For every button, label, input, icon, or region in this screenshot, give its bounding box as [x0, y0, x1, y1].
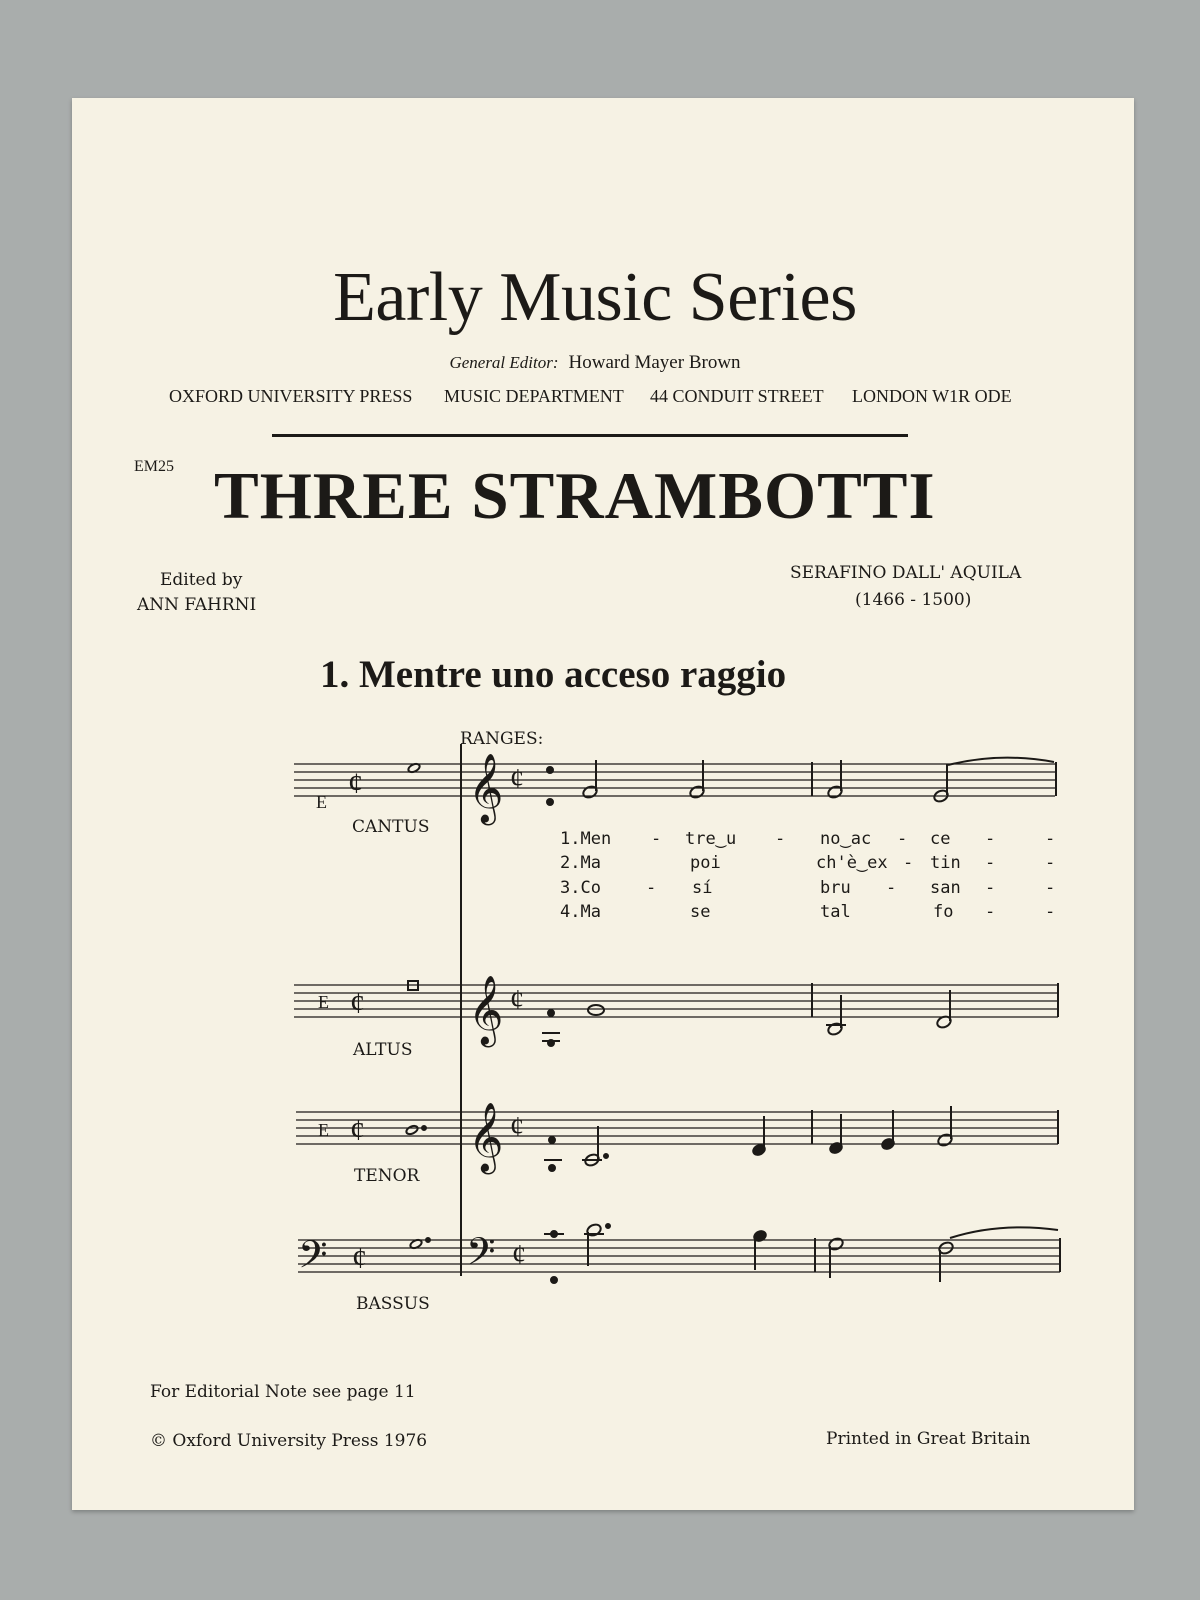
bass-clef-icon: 𝄢: [466, 1231, 496, 1282]
general-editor-label: General Editor:: [449, 353, 559, 372]
voice-label-cantus: CANTUS: [352, 817, 430, 837]
lyric-syllable: san: [930, 878, 961, 898]
lyric-syllable: 1.Men: [560, 829, 612, 849]
bass-clef-icon: 𝄢: [298, 1234, 328, 1285]
lyric-syllable: 2.Ma: [560, 853, 601, 873]
lyric-syllable: -: [651, 829, 662, 849]
voice-label-tenor: TENOR: [354, 1166, 420, 1186]
copyright-notice: © Oxford University Press 1976: [150, 1431, 428, 1451]
treble-clef-icon: 𝄞: [468, 755, 504, 821]
lyric-syllable: -: [1045, 853, 1056, 873]
publisher-department: MUSIC DEPARTMENT: [444, 386, 624, 406]
lyric-syllable: bru: [820, 878, 851, 898]
lyric-syllable: tre‿u: [685, 829, 737, 849]
cut-time-icon: ¢: [352, 1242, 367, 1275]
lyric-syllable: -: [775, 829, 786, 849]
piece-title: 1. Mentre uno acceso raggio: [320, 653, 787, 696]
cut-time-icon: ¢: [348, 767, 363, 800]
lyric-syllable: no‿ac: [820, 829, 872, 849]
lyric-syllable: ch'è‿ex: [816, 853, 888, 873]
lyric-syllable: tin: [930, 853, 961, 873]
tenor-notes: [318, 1103, 953, 1174]
work-title: THREE STRAMBOTTI: [214, 459, 936, 533]
publisher-street: 44 CONDUIT STREET: [650, 386, 824, 406]
general-editor-name: Howard Mayer Brown: [568, 352, 741, 373]
altus-notes: [318, 976, 952, 1047]
publisher-name: OXFORD UNIVERSITY PRESS: [169, 386, 413, 406]
lyric-syllable: -: [886, 878, 897, 898]
lyric-syllable: tal: [820, 902, 851, 922]
cantus-notes: [316, 754, 1054, 825]
lyric-syllable: 4.Ma: [560, 902, 601, 922]
catalog-number: EM25: [134, 458, 174, 475]
lyric-syllable: se: [690, 902, 711, 922]
lyric-syllable: -: [1045, 878, 1056, 898]
editor-name: ANN FAHRNI: [137, 595, 257, 615]
c-clef-icon: E: [318, 992, 329, 1012]
lyric-syllable: -: [985, 853, 996, 873]
voice-label-altus: ALTUS: [353, 1040, 413, 1060]
cut-time-icon: ¢: [510, 1112, 524, 1143]
lyric-syllable: -: [903, 853, 914, 873]
lyric-syllable: -: [1045, 902, 1056, 922]
voice-label-bassus: BASSUS: [356, 1294, 430, 1314]
lyric-syllable: -: [1045, 829, 1056, 849]
printed-in: Printed in Great Britain: [826, 1429, 1031, 1449]
cut-time-icon: ¢: [510, 985, 524, 1016]
composer-name: SERAFINO DALL' AQUILA: [790, 563, 1022, 583]
editorial-note: For Editorial Note see page 11: [150, 1382, 416, 1402]
cut-time-icon: ¢: [350, 987, 365, 1020]
series-title: Early Music Series: [333, 259, 857, 336]
lyric-syllable: -: [897, 829, 908, 849]
treble-clef-icon: 𝄞: [468, 977, 504, 1043]
cut-time-icon: ¢: [512, 1240, 526, 1271]
cut-time-icon: ¢: [350, 1114, 365, 1147]
cut-time-icon: ¢: [510, 764, 524, 795]
lyric-syllable: -: [985, 829, 996, 849]
lyric-syllable: -: [646, 878, 657, 898]
lyric-syllable: -: [985, 878, 996, 898]
c-clef-icon: E: [318, 1120, 329, 1140]
treble-clef-icon: 𝄞: [468, 1104, 504, 1170]
lyric-syllable: poi: [690, 853, 721, 873]
lyric-syllable: ce: [930, 829, 951, 849]
c-clef-icon: E: [316, 792, 327, 812]
lyric-syllable: sí: [692, 878, 713, 898]
lyric-syllable: 3.Co: [560, 878, 601, 898]
publisher-city: LONDON W1R ODE: [852, 386, 1012, 406]
lyric-syllable: -: [985, 902, 996, 922]
bassus-notes: [298, 1223, 1058, 1285]
composer-dates: (1466 - 1500): [855, 590, 972, 610]
lyric-syllable: fo: [933, 902, 954, 922]
edited-by-label: Edited by: [160, 570, 243, 590]
ranges-label: RANGES:: [460, 729, 544, 749]
